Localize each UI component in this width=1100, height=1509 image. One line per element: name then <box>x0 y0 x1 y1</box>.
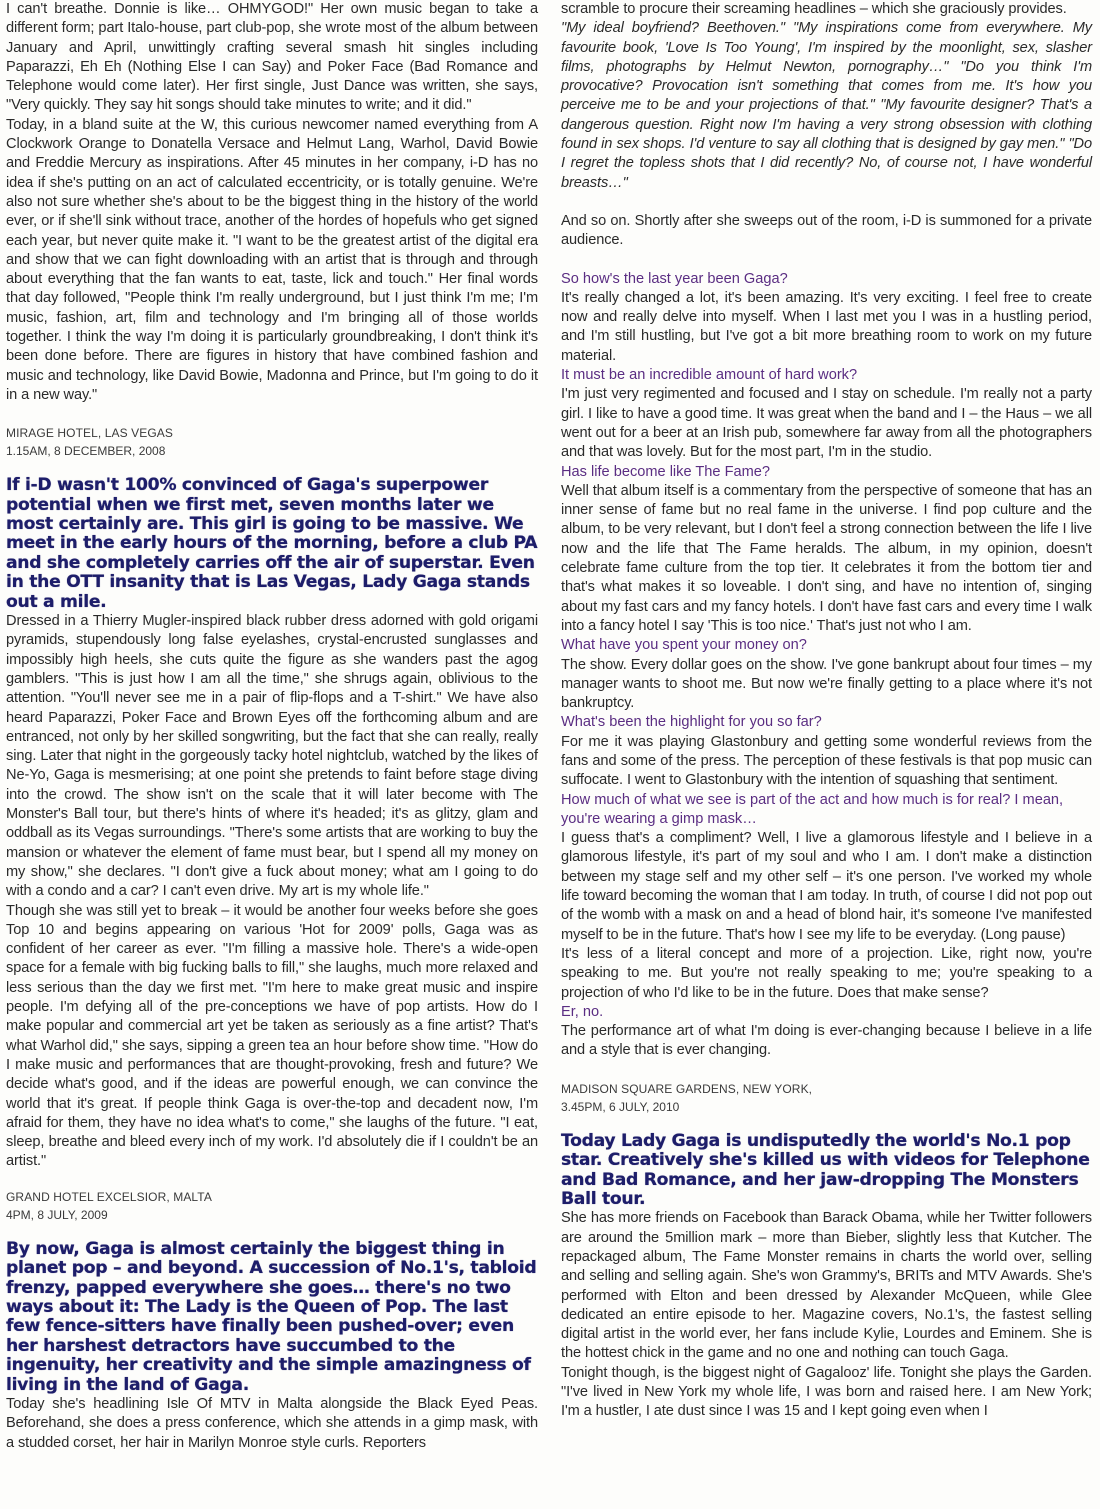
section-heading: By now, Gaga is almost certainly the biggest thing in planet pop – and beyond. A succession of No.1's, tabloid frenzy, papped everywhere she goes… there's no two ways about it: The Lady is the Queen of Pop. The last few fence-sitters have finally been pushed-over; even her harshest detractors have succumbed to the ingenuity, her creativity and the simple amazingness of living in the land of Gaga. <box>6 1238 537 1395</box>
interview-question: Er, no. <box>561 1003 604 1020</box>
body-paragraph: Tonight though, is the biggest night of Gagalooz' life. Tonight she plays the Garden. "I've lived in New York my whole life, I was born and raised here. I am New York; I'm a hustler, I ate dust since I was 15 and I kept going even when I <box>561 1364 1092 1420</box>
interview-question: What have you spent your money on? <box>561 637 807 654</box>
body-paragraph: Though she was still yet to break – it would be another four weeks before she goes Top 10 and begins appearing on various 'Hot for 2009' polls, Gaga was as confident of her career as ever. "I'm filling a massive hole. There's a wide-open space for a female with big fucking balls to fill," she laughs, much more relaxed and less serious than the day we first met. "I'm here to make great music and inspire people. I'm defying all of the pre-conceptions we have of pop artists. How do I make popular and commercial art yet be taken as seriously as a fine artist? That's what Warhol did," she says, sipping a green tea an hour before show time. "How do I make music and performances that are thought-provoking, fresh and future? We decide what's good, and if the ideas are powerful enough, we can convince the world that it's great. If people think Gaga is over-the-top and decadent now, I'm afraid for them, they have no idea what's to come," she laughs of the future. "I eat, sleep, breathe and bleed every inch of my work. I'd absolutely die if I couldn't be an artist." <box>6 902 538 1170</box>
location-label: MIRAGE HOTEL, LAS VEGAS <box>6 426 174 441</box>
section-heading: Today Lady Gaga is undisputedly the world's No.1 pop star. Creatively she's killed us with videos for Telephone and Bad Romance, and her jaw-dropping The Monsters Ball tour. <box>561 1130 1090 1209</box>
location-time: 4PM, 8 JULY, 2009 <box>6 1207 108 1222</box>
right-column <box>561 0 1092 1422</box>
interview-answer: The show. Every dollar goes on the show. I've gone bankrupt about four times – my manager wants to shoot me. But now we're finally getting to a place where it's not bankruptcy. <box>561 656 1092 712</box>
interview-answer: I'm just very regimented and focused and I stay on schedule. I'm really not a party girl. I like to have a good time. It was great when the band and I – the Haus – we all went out for a beer at an Irish pub, somewhere far away from all the photographers and that was lovely. But for the most part, I'm in the studio. <box>561 386 1092 461</box>
interview-question: So how's the last year been Gaga? <box>561 270 788 287</box>
body-paragraph: Today she's headlining Isle Of MTV in Malta alongside the Black Eyed Peas. Beforehand, she does a press conference, which she attends in a gimp mask, with a studded corset, her hair in Marilyn Monroe style curls. Reporters <box>6 1395 538 1451</box>
quote-block: "My ideal boyfriend? Beethoven." "My inspirations come from everywhere. My favourite book, 'Love Is Too Young', I'm inspired by the moonlight, sex, slasher films, photographs by Helmut Newton, pornography…" "Do you think I'm provocative? Provocation isn't something that comes from me. It's how you perceive me to be and your projections of that." "My favourite designer? That's a dangerous question. Right now I'm having a very strong obsession with clothing found in sex shops. I'd venture to say all clothing that is designed by gay men." "Do I regret the topless shots that I did recently? No, of course not, I have wonderful breasts…" <box>561 20 1092 191</box>
interview-answer: For me it was playing Glastonbury and getting some wonderful reviews from the fans and some of the press. The perception of these festivals is that pop music can suffocate. I went to Glastonbury with the intention of squashing that sentiment. <box>561 733 1092 789</box>
interview-question: What's been the highlight for you so far? <box>561 714 822 731</box>
body-paragraph: She has more friends on Facebook than Barack Obama, while her Twitter followers are around the 5million mark – more than Bieber, slightly less that Kutcher. The repackaged album, The Fame Monster remains in charts the world over, selling and selling and selling again. She's won Grammy's, BRITs and MTV Awards. She's performed with Elton and been dressed by Alexander McQueen, while Glee dedicated an entire episode to her. Magazine covers, No.1's, the fastest selling digital artist in the world ever, her fans include Kylie, Lourdes and Eminem. She is the hottest chick in the game and no one and nothing can touch Gaga. <box>561 1210 1092 1362</box>
interview-answer: The performance art of what I'm doing is ever-changing because I believe in a life and a style that is ever changing. <box>561 1023 1092 1059</box>
interview-answer: It's less of a literal concept and more of a projection. Like, right now, you're speaking to me. But you're not really speaking to me; you're speaking to a projection of who I'd like to be in the future. Does that make sense? <box>561 945 1092 1001</box>
interview-answer: I guess that's a compliment? Well, I live a glamorous lifestyle and I believe in a glamorous lifestyle, it's part of my soul and who I am. I don't make a distinction between my stage self and my other self – it's one person. I've worked my whole life toward becoming the woman that I am today. In truth, of course I did not pop out of the womb with a mask on and a head of blond hair, it's someone I've manifested myself to be in the future. That's how I see my life to be everyday. (Long pause) <box>561 830 1092 943</box>
intro-paragraph: I can't breathe. Donnie is like… OHMYGOD!" Her own music began to take a different form; part Italo-house, part club-pop, she wrote most of the album between January and April, unwittingly crafting several smash hit singles including Paparazzi, Eh Eh (Nothing Else I can Say) and Poker Face (Bad Romance and Telephone would come later). Her first single, Just Dance was written, she says, "Very quickly. They say hit songs should take minutes to write; and it did." <box>6 1 538 114</box>
location-label: MADISON SQUARE GARDENS, NEW YORK, <box>561 1081 813 1096</box>
body-paragraph: Today, in a bland suite at the W, this curious newcomer named everything from A Clockwork Orange to Donatella Versace and Helmut Lang, Warhol, David Bowie and Freddie Mercury as inspirations. After 45 minutes in her company, i-D has no idea if she's putting on an act of calculated eccentricity, or is totally genuine. We're also not sure whether she's about to be the biggest thing in the history of the world ever, or if she'll sink without trace, another of the hordes of hopefuls who get signed each year, but never quite make it. "I want to be the greatest artist of the digital era and show that we can fight downloading with an artist that is through and through about everything that the fan wants to eat, taste, lick and touch." Her final words that day followed, "People think I'm really underground, but I just think I'm me; I'm music, fashion, art, film and technology and I'm bringing all of those worlds together. I think the way I'm doing it is particularly groundbreaking, I don't think it's been done before. There are figures in history that have combined fashion and music and technology, like David Bowie, Madonna and Prince, but I'm going to do it in a new way." <box>6 116 538 403</box>
interview-answer: It's really changed a lot, it's been amazing. It's very exciting. I feel free to create now and really delve into myself. When I last met you I was in a hustling period, and I'm still hustling, but I've got a bit more breathing room to work on my future material. <box>561 289 1092 364</box>
body-paragraph: scramble to procure their screaming headlines – which she graciously provides. <box>561 1 1067 17</box>
location-label: GRAND HOTEL EXCELSIOR, MALTA <box>6 1189 212 1204</box>
location-time: 3.45PM, 6 JULY, 2010 <box>561 1099 680 1114</box>
interview-answer: Well that album itself is a commentary from the perspective of someone that has an inner sense of fame but no real fame in the universe. I find pop culture and the album, to be very relevant, but I don't feel a strong connection between the life I live now and the life that The Fame heralds. The album, in my opinion, doesn't celebrate fame culture from the top tier. It celebrates it from the bottom tier and that's what makes it so loveable. I don't sing, and have no intention of, singing about my fast cars and my fancy hotels. I don't have fast cars and every time I walk into a fancy hotel I say 'This is too nice.' That's just not who I am. <box>561 482 1092 634</box>
body-paragraph: Dressed in a Thierry Mugler-inspired black rubber dress adorned with gold origami pyramids, stupendously long false eyelashes, crystal-encrusted sunglasses and impossibly high heels, she cuts quite the figure as she wanders past the agog gamblers. "This is just how I am all the time," she shrugs again, oblivious to the attention. "You'll never see me in a pair of flip-flops and a T-shirt." We have also heard Paparazzi, Poker Face and Brown Eyes off the forthcoming album and are entranced, not only by her skilled songwriting, but the fact that she can really, really sing. Later that night in the gorgeously tacky hotel nightclub, watched by the likes of Ne-Yo, Gaga is mesmerising; at one point she pretends to faint before stage diving into the crowd. The show isn't on the scale that it will later become with The Monster's Ball tour, but there's hints of where it's headed; it's as glitzy, glam and oddball as its Vegas surroundings. "There's some artists that are working to buy the mansion or whatever the element of fame must bear, but I spend all my money on my show," she declares. "I don't give a fuck about money; what am I going to do with a condo and a car? I can't even drive. My art is my whole life." <box>6 613 538 900</box>
section-heading: If i-D wasn't 100% convinced of Gaga's superpower potential when we first met, seven months later we most certainly are. This girl is going to be massive. We meet in the early hours of the morning, before a club PA and she completely carries off the air of superstar. Even in the OTT insanity that is Las Vegas, Lady Gaga stands out a mile. <box>6 475 538 612</box>
left-column <box>6 0 538 1453</box>
interview-question: It must be an incredible amount of hard work? <box>561 367 858 384</box>
interview-question: Has life become like The Fame? <box>561 463 771 480</box>
body-paragraph: And so on. Shortly after she sweeps out of the room, i-D is summoned for a private audience. <box>561 212 1092 249</box>
interview-question: How much of what we see is part of the act and how much is for real? I mean, you're wearing a gimp mask… <box>561 791 1064 827</box>
location-time: 1.15AM, 8 DECEMBER, 2008 <box>6 444 166 459</box>
